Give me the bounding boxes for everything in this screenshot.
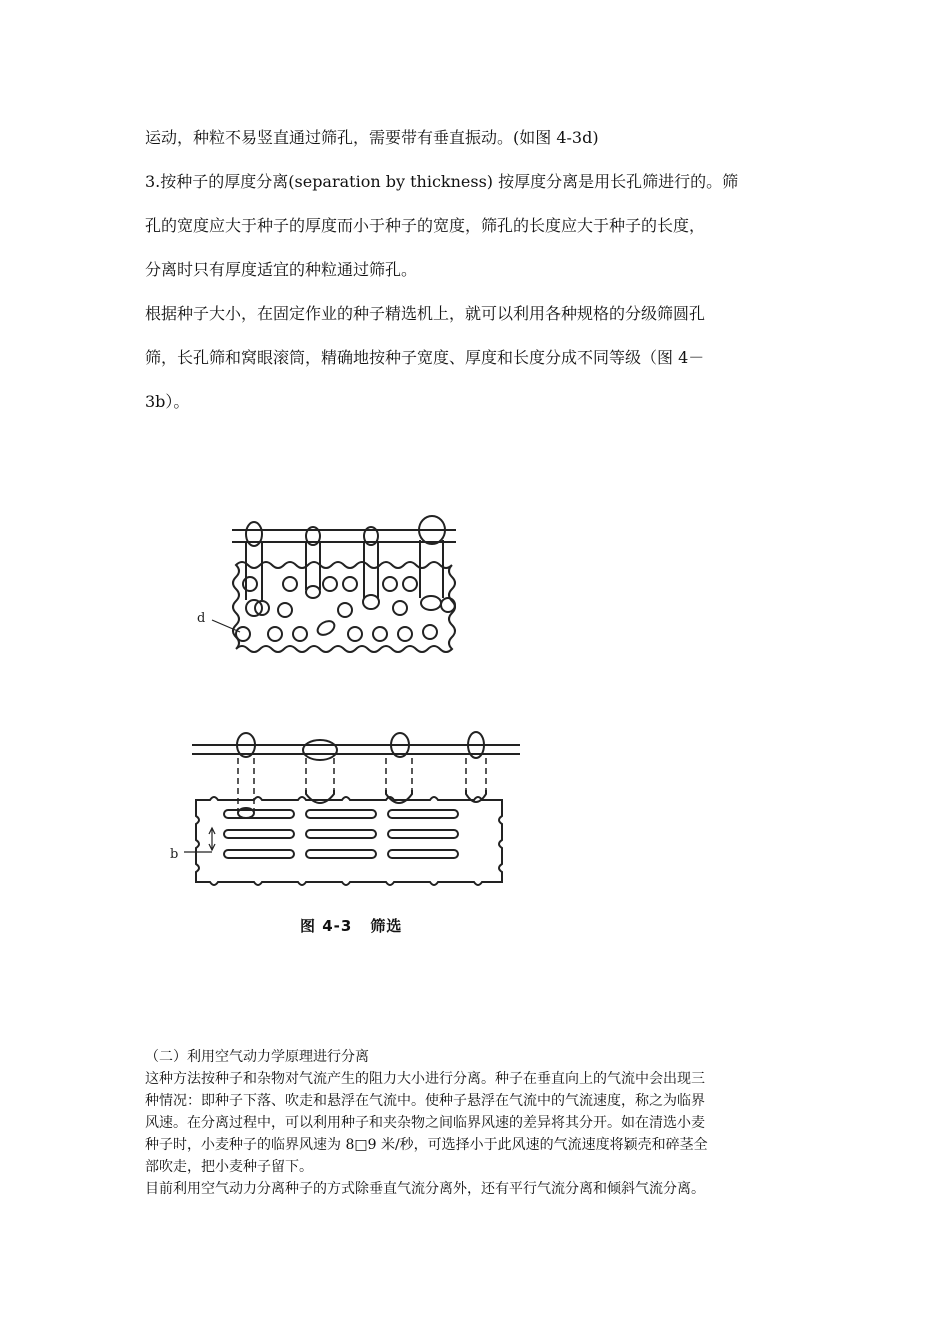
sieve-hole — [373, 627, 387, 641]
sieve-slot — [306, 830, 376, 838]
seed-in-hole — [363, 595, 379, 609]
sieve-figure — [170, 470, 550, 950]
paragraph-aerodynamic — [145, 1068, 813, 1178]
text-line: 种情况：即种子下落、吹走和悬浮在气流中。使种子悬浮在气流中的气流速度，称之为临界 — [145, 1093, 705, 1109]
sieve-hole — [268, 627, 282, 641]
paragraph-thickness-separation — [145, 160, 807, 292]
text-line: 3.按种子的厚度分离(separation by thickness) 按厚度分离是用长孔筛进行的。筛 — [145, 172, 739, 191]
figure-caption — [300, 915, 402, 936]
sieve-slot — [224, 810, 294, 818]
sieve-hole — [398, 627, 412, 641]
sieve-hole — [348, 627, 362, 641]
sieve-hole — [383, 577, 397, 591]
text-line: 根据种子大小，在固定作业的种子精选机上，就可以利用各种规格的分级筛圆孔 — [145, 304, 706, 323]
text-line: 这种方法按种子和杂物对气流产生的阻力大小进行分离。种子在垂直向上的气流中会出现三 — [145, 1071, 705, 1087]
text-line: 风速。在分离过程中，可以利用种子和夹杂物之间临界风速的差异将其分开。如在清选小麦 — [145, 1115, 705, 1131]
round-hole-sieve-diagram — [212, 516, 456, 652]
seed-in-hole — [421, 596, 441, 610]
sieve-hole — [338, 603, 352, 617]
paragraph-airflow-methods — [145, 1178, 813, 1200]
label-d: d — [197, 611, 206, 626]
sieve-hole — [441, 598, 455, 612]
sieve-slot — [306, 810, 376, 818]
sieve-hole — [403, 577, 417, 591]
sieve-slot — [224, 850, 294, 858]
figure-title: 筛选 — [370, 917, 403, 935]
seed-in-slot — [306, 790, 334, 803]
seed-in-hole — [306, 586, 320, 598]
slotted-sieve-diagram — [184, 732, 520, 885]
sieve-hole — [393, 601, 407, 615]
sieve-hole — [283, 577, 297, 591]
sieve-hole — [278, 603, 292, 617]
sieve-hole — [423, 625, 437, 639]
seed-tilted — [315, 618, 337, 637]
text-line: 种子时，小麦种子的临界风速为 8□9 米/秒，可选择小于此风速的气流速度将颖壳和碎茎全 — [145, 1137, 708, 1153]
sieve-hole — [323, 577, 337, 591]
figure-number: 图 4-3 — [300, 917, 353, 935]
sieve-hole — [293, 627, 307, 641]
sieve-slot — [388, 810, 458, 818]
section-heading-aerodynamic — [145, 1046, 813, 1068]
sieve-slot — [388, 850, 458, 858]
label-b: b — [170, 847, 179, 862]
sieve-slot — [306, 850, 376, 858]
text-line: 3b）。 — [145, 392, 190, 411]
paragraph-grading — [145, 292, 807, 424]
text-line: 筛，长孔筛和窝眼滚筒，精确地按种子宽度、厚度和长度分成不同等级（图 4－ — [145, 348, 705, 367]
section-heading: （二）利用空气动力学原理进行分离 — [145, 1049, 369, 1065]
paragraph-continuation — [145, 116, 807, 160]
sieve-slot — [224, 830, 294, 838]
text-line: 部吹走，把小麦种子留下。 — [145, 1159, 313, 1175]
sieve-hole — [236, 627, 250, 641]
sieve-slot — [388, 830, 458, 838]
seed — [303, 740, 337, 760]
text-line: 目前利用空气动力分离种子的方式除垂直气流分离外，还有平行气流分离和倾斜气流分离。 — [145, 1181, 705, 1197]
text-line: 孔的宽度应大于种子的厚度而小于种子的宽度，筛孔的长度应大于种子的长度， — [145, 216, 706, 235]
sieve-hole — [343, 577, 357, 591]
text-line: 分离时只有厚度适宜的种粒通过筛孔。 — [145, 260, 418, 279]
text-line: 运动，种粒不易竖直通过筛孔，需要带有垂直振动。(如图 4-3d) — [145, 128, 599, 147]
